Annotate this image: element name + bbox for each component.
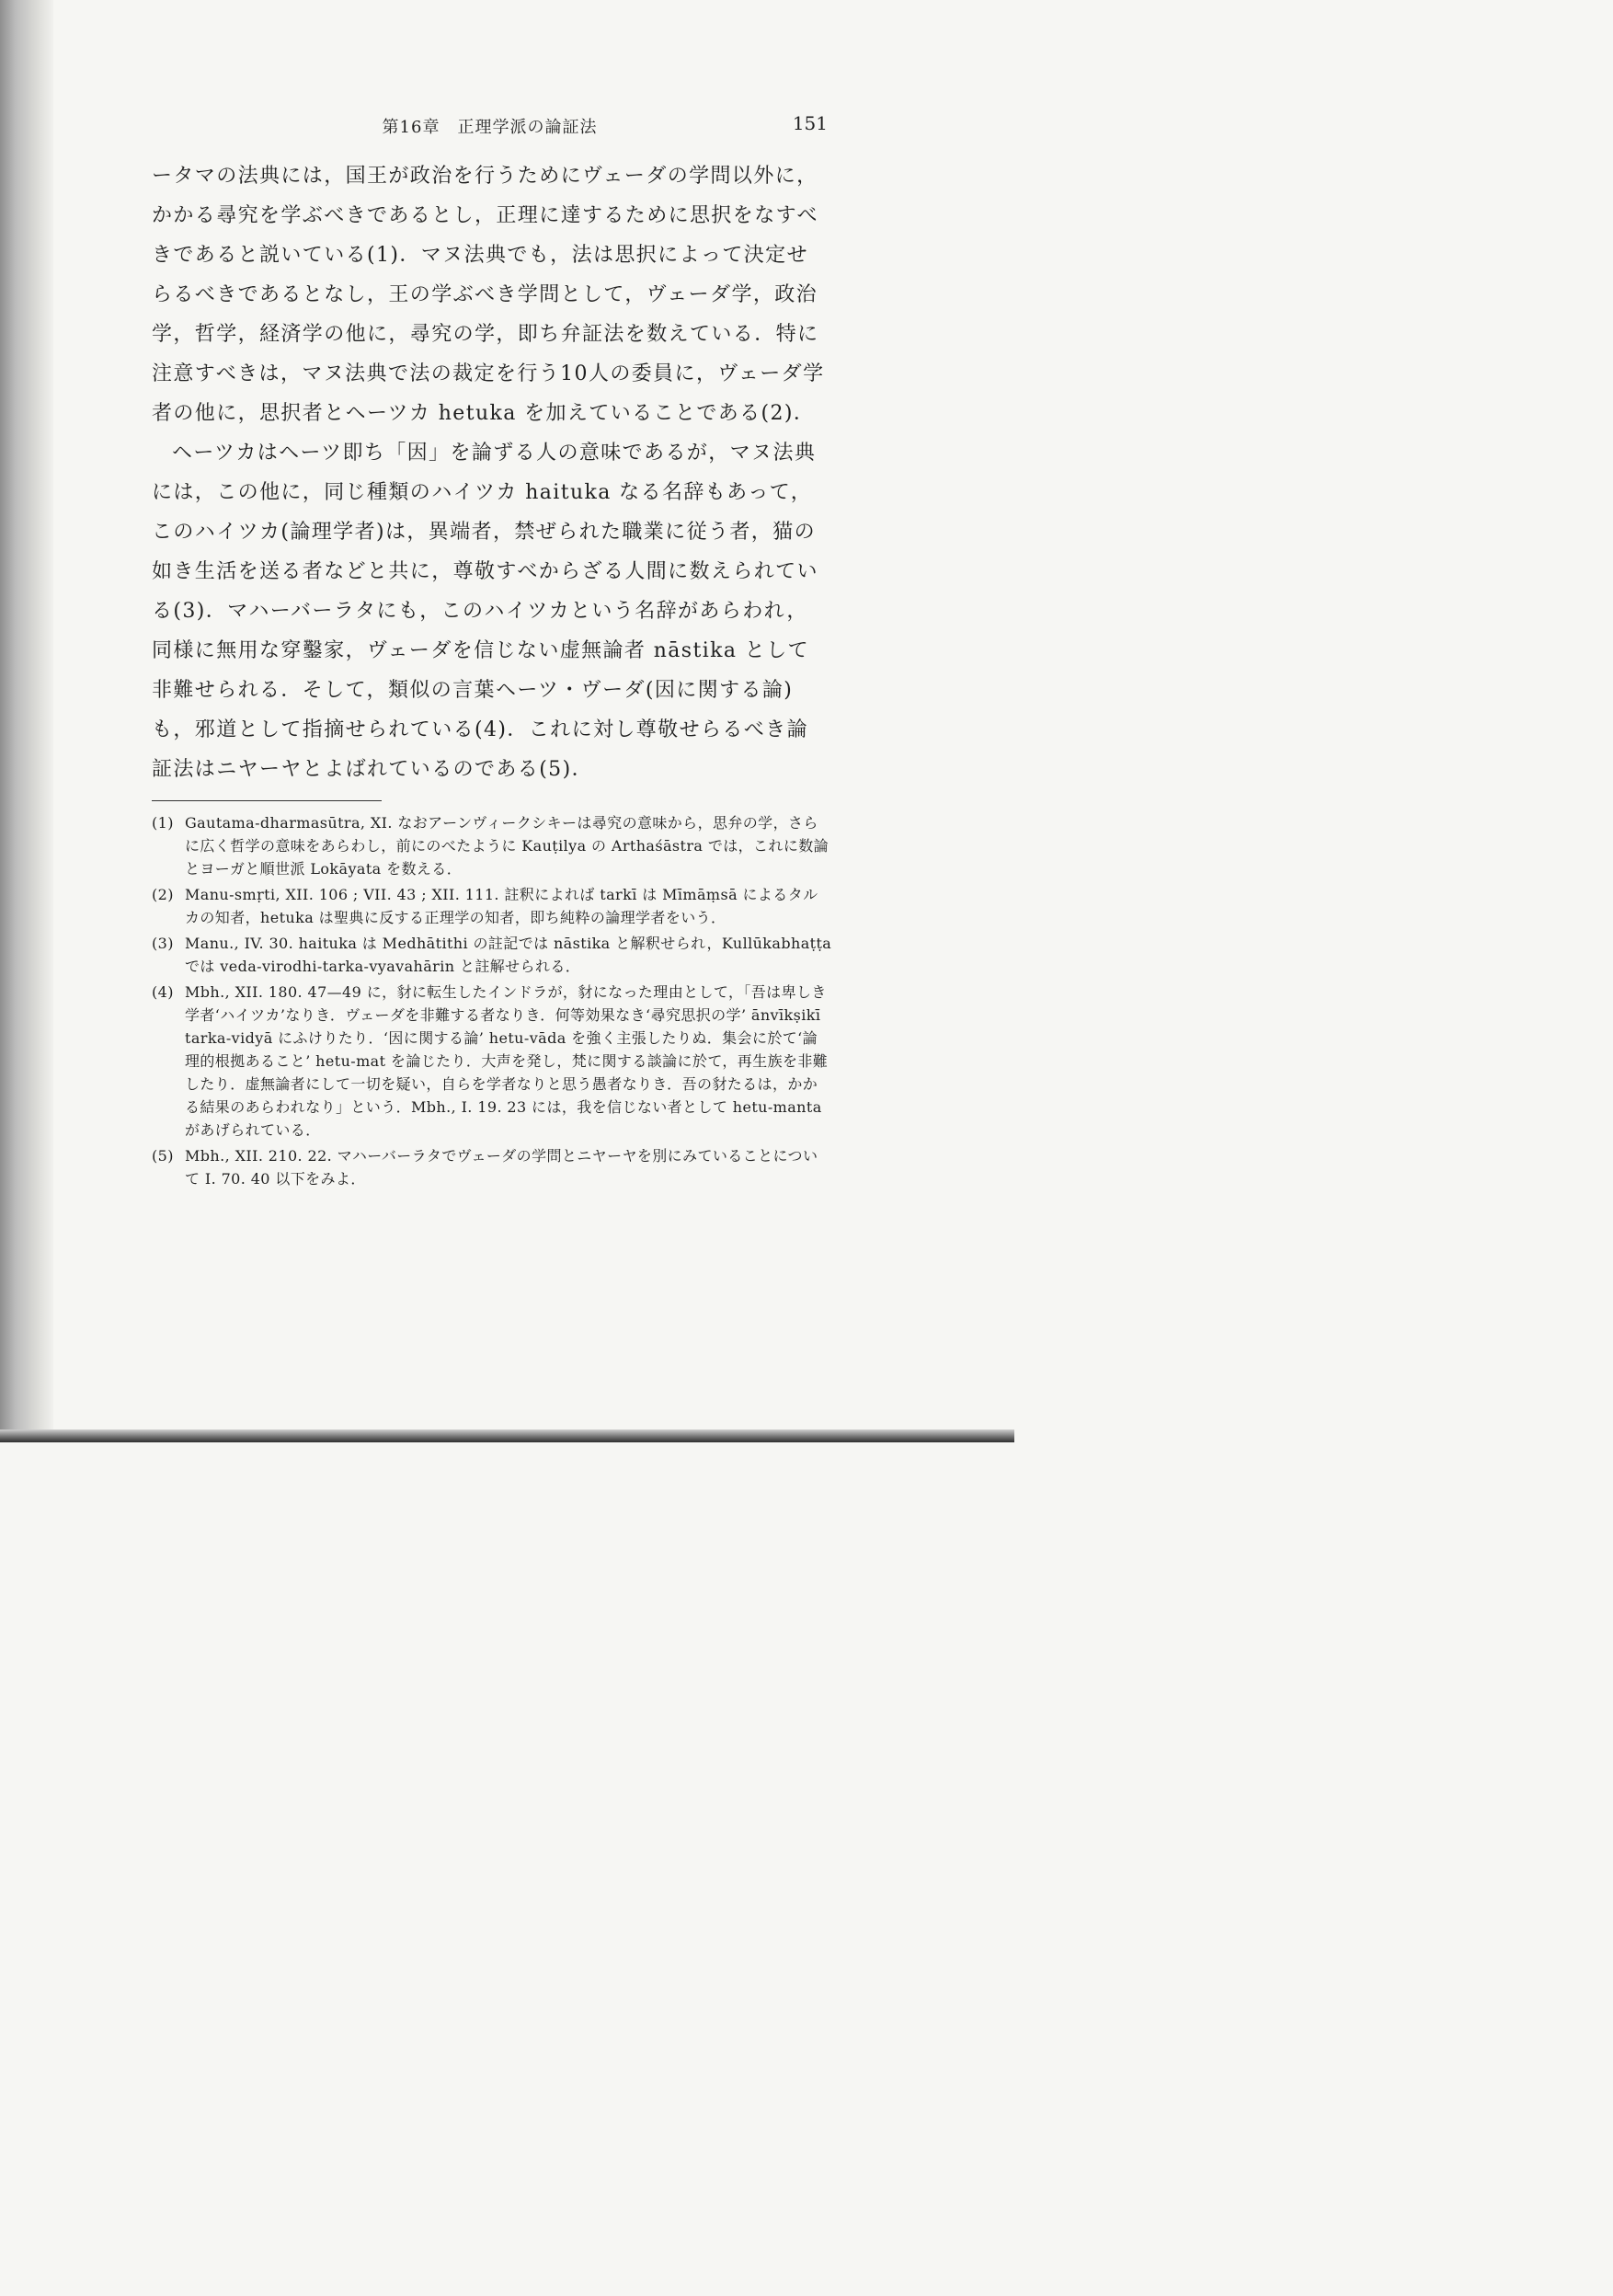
footnote-text: Manu-smṛti, XII. 106 ; VII. 43 ; XII. 111. 註釈によれば tarkī は Mīmāṃsā によるタルカの知者，hetuka は聖典に反する正理学の知者，即ち純粋の論理学者をいう． [185, 886, 818, 926]
footnote-text: Gautama-dharmasūtra, XI. なおアーンヴィークシキーは尋究の意味から，思弁の学，さらに広く哲学の意味をあらわし，前にのべたように Kauṭilya の Arthaśāstra では，これに数論とヨーガと順世派 Lokāyata を数える． [185, 814, 829, 878]
footnote-marker: (5) [152, 1147, 174, 1165]
footnote [152, 811, 832, 880]
page-number: 151 [792, 112, 828, 134]
footnote [152, 883, 832, 929]
footnote [152, 932, 832, 978]
page-gutter-shadow [0, 0, 53, 1442]
footnote-divider [152, 800, 382, 801]
paragraph: ヘーツカはヘーツ即ち「因」を論ずる人の意味であるが，マヌ法典には，この他に，同じ種類のハイツカ haituka なる名辞もあって，このハイツカ(論理学者)は，異端者，禁ぜられた職業に従う者，猫の如き生活を送る者などと共に，尊敬すべからざる人間に数えられている(3)．マハーバーラタにも，このハイツカという名辞があらわれ，同様に無用な穿鑿家，ヴェーダを信じない虚無論者 nāstika として非難せられる．そして，類似の言葉ヘーツ・ヴーダ(因に関する論)も，邪道として指摘せられている(4)．これに対し尊敬せらるべき論証法はニヤーヤとよばれているのである(5)． [152, 442, 818, 781]
footnote [152, 981, 832, 1142]
footnote-marker: (2) [152, 886, 174, 903]
footnotes [152, 811, 832, 1193]
footnote-text: Manu., IV. 30. haituka は Medhātithi の註記では nāstika と解釈せられ，Kullūkabhaṭṭa では veda-virodhi-tarka-vyavahārin と註解せられる． [185, 935, 832, 975]
footnote [152, 1144, 832, 1190]
footnote-marker: (4) [152, 983, 174, 1001]
paragraph: ータマの法典には，国王が政治を行うためにヴェーダの学問以外に，かかる尋究を学ぶべきであるとし，正理に達するために思択をなすべきであると説いている(1)．マヌ法典でも，法は思択によって決定せらるべきであるとなし，王の学ぶべき学問として，ヴェーダ学，政治学，哲学，経済学の他に，尋究の学，即ち弁証法を数えている．特に注意すべきは，マヌ法典で法の裁定を行う10人の委員に，ヴェーダ学者の他に，思択者とヘーツカ hetuka を加えていることである(2)． [152, 165, 825, 425]
footnote-marker: (1) [152, 814, 174, 832]
running-header [152, 114, 828, 142]
chapter-title: 第16章 正理学派の論証法 [382, 118, 598, 137]
footnote-text: Mbh., XII. 210. 22. マハーバーラタでヴェーダの学問とニヤーヤを別にみていることについて I. 70. 40 以下をみよ． [185, 1147, 818, 1188]
body-text [152, 156, 828, 789]
page-bottom-edge [0, 1429, 1014, 1442]
footnote-text: Mbh., XII. 180. 47—49 に，豺に転生したインドラが，豺になった理由として，「吾は卑しき学者‘ハイツカ’なりき．ヴェーダを非難する者なりき．何等効果なき‘尋究思択の学’ ānvīkṣikī tarka-vidyā にふけりたり．‘因に関する論’ hetu-vāda を強く主張したりぬ．集会に於て‘論理的根拠あること’ hetu-mat を論じたり．大声を発し，梵に関する談論に於て，再生族を非難したり．虚無論者にして一切を疑い，自らを学者なりと思う愚者なりき．吾の豺たるは，かかる結果のあらわれなり」という．Mbh., I. 19. 23 には，我を信じない者として hetu-manta があげられている． [185, 983, 829, 1139]
footnote-marker: (3) [152, 935, 174, 952]
